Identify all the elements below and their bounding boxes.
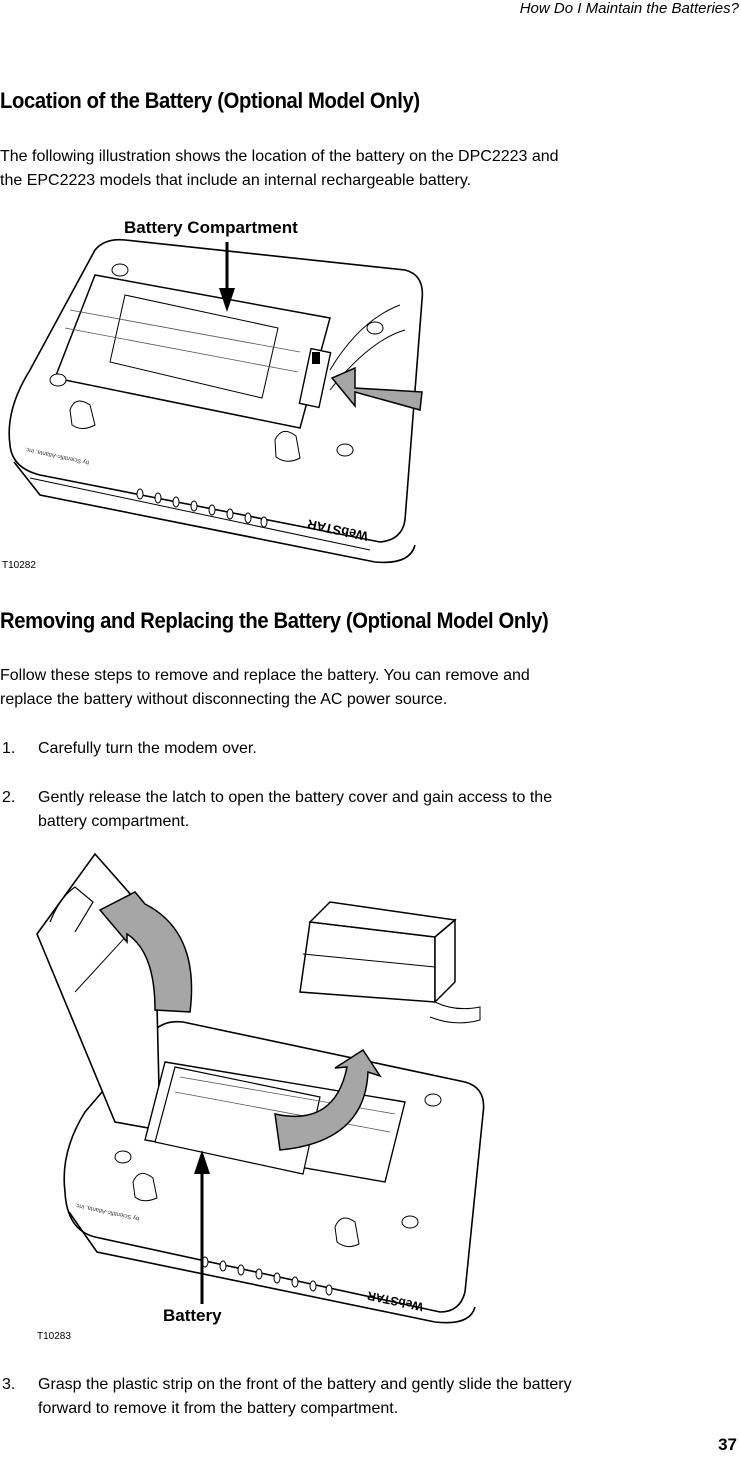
list-text: Gently release the latch to open the battery cover and gain access to the xyxy=(38,789,553,806)
paragraph-line: the EPC2223 models that include an internal rechargeable battery. xyxy=(0,172,472,189)
list-text: battery compartment. xyxy=(38,813,190,830)
modem-open-cover-illustration xyxy=(35,852,490,1344)
brand-logo: WebSTAR xyxy=(365,1288,425,1314)
paragraph-line: The following illustration shows the location of the battery on the DPC2223 and xyxy=(0,148,559,165)
modem-underside-illustration xyxy=(0,210,430,582)
figure-battery-location xyxy=(0,210,430,582)
battery-compartment-label: Battery Compartment xyxy=(124,218,298,237)
paragraph-line: replace the battery without disconnecting the AC power source. xyxy=(0,691,448,708)
list-text: Carefully turn the modem over. xyxy=(38,740,257,757)
page-number: 37 xyxy=(718,1435,737,1454)
list-text: forward to remove it from the battery compartment. xyxy=(38,1400,399,1417)
list-number: 1. xyxy=(2,740,16,757)
figure-id: T10283 xyxy=(37,1331,71,1342)
paragraph-line: Follow these steps to remove and replace the battery. You can remove and xyxy=(0,667,530,684)
list-number: 2. xyxy=(2,789,16,806)
figure-battery-removal xyxy=(35,852,490,1344)
section-heading-location: Location of the Battery (Optional Model Only) xyxy=(0,88,420,113)
list-number: 3. xyxy=(2,1376,16,1393)
figure-id: T10282 xyxy=(2,560,36,571)
section-heading-removing: Removing and Replacing the Battery (Optional Model Only) xyxy=(0,608,549,633)
list-text: Grasp the plastic strip on the front of the battery and gently slide the battery xyxy=(38,1376,572,1393)
running-header: How Do I Maintain the Batteries? xyxy=(519,0,739,17)
engraving-text: by Scientific-Atlanta, Inc. xyxy=(24,445,90,466)
brand-logo: WebSTAR xyxy=(305,516,370,545)
battery-label: Battery xyxy=(163,1306,222,1325)
engraving-text: by Scientific-Atlanta, Inc. xyxy=(74,1201,140,1222)
